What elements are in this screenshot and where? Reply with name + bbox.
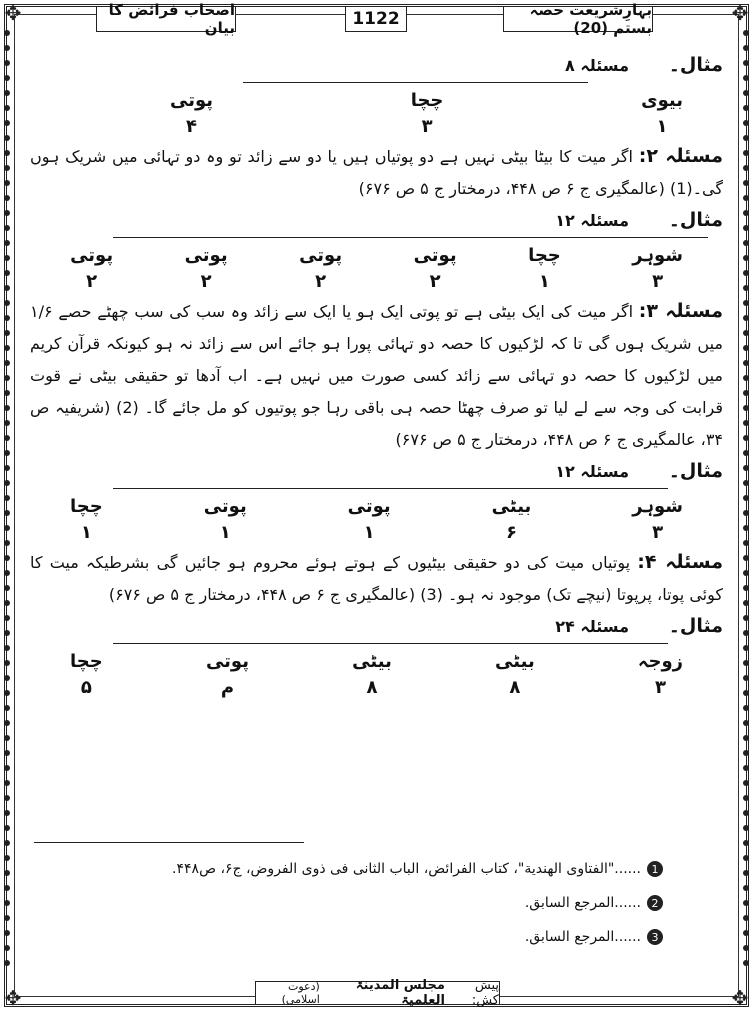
- bead: [743, 465, 749, 471]
- bead: [743, 150, 749, 156]
- bead: [743, 795, 749, 801]
- bead: [4, 90, 10, 96]
- bead: [4, 855, 10, 861]
- bead: [743, 930, 749, 936]
- bead: [4, 960, 10, 966]
- masala-paragraph: [30, 140, 723, 205]
- heir-share: ۵: [80, 677, 92, 698]
- heir-name: بیوی: [641, 90, 683, 111]
- left-bead-border: [3, 30, 11, 980]
- heir-name: شوہر: [632, 245, 683, 266]
- heir-column: [206, 649, 249, 701]
- bead: [743, 345, 749, 351]
- footnote-number: 3: [647, 929, 663, 945]
- heir-share: ۳: [421, 116, 433, 137]
- heir-share: ۱: [538, 271, 550, 292]
- heir-column: [492, 494, 532, 546]
- bead: [4, 720, 10, 726]
- bead: [4, 735, 10, 741]
- heir-name: پوتی: [205, 651, 249, 672]
- bead: [4, 240, 10, 246]
- bead: [743, 510, 749, 516]
- bead: [4, 675, 10, 681]
- bead: [4, 810, 10, 816]
- bead: [743, 495, 749, 501]
- bead: [4, 630, 10, 636]
- bead: [4, 75, 10, 81]
- bead: [4, 600, 10, 606]
- corner-ornament-icon: ✥: [731, 1, 749, 25]
- bead: [743, 45, 749, 51]
- corner-ornament-icon: ✥: [4, 986, 22, 1010]
- bead: [743, 945, 749, 951]
- example-heading: [30, 205, 723, 235]
- footnote-text: ......المرجع السابق.: [524, 895, 641, 911]
- bead: [4, 225, 10, 231]
- bead: [4, 930, 10, 936]
- bead: [743, 195, 749, 201]
- bead: [743, 705, 749, 711]
- footer-sub: (دعوت اسلامی): [281, 980, 320, 1006]
- bead: [4, 30, 10, 36]
- bead: [4, 570, 10, 576]
- heir-column: [641, 88, 683, 140]
- footnotes: [40, 852, 663, 954]
- bead: [4, 45, 10, 51]
- example-heading: [30, 456, 723, 486]
- heir-share: ۲: [200, 271, 212, 292]
- heir-column: [70, 494, 103, 546]
- table-rule: [113, 237, 708, 238]
- heir-share: ۱: [363, 522, 375, 543]
- heir-column: [638, 649, 683, 701]
- example-block: [30, 611, 723, 701]
- corner-ornament-icon: ✥: [731, 986, 749, 1010]
- bead: [4, 210, 10, 216]
- bead: [743, 720, 749, 726]
- heir-name: پوتی: [184, 245, 228, 266]
- bead: [743, 825, 749, 831]
- chapter-title: اصحاب فرائض کا بیان: [96, 6, 236, 32]
- heir-column: [632, 243, 683, 295]
- heir-column: [299, 243, 342, 295]
- bead: [4, 645, 10, 651]
- bead: [743, 900, 749, 906]
- heirs-table: [30, 488, 723, 546]
- heir-share: ۱: [219, 522, 231, 543]
- heir-share: ۸: [509, 677, 521, 698]
- masala-base: مسئلہ ۱۲: [555, 461, 629, 481]
- bead: [4, 300, 10, 306]
- bead: [4, 465, 10, 471]
- footnote-separator: [34, 842, 304, 843]
- book-title: بہارِشریعت حصہ بستم (20): [503, 6, 653, 32]
- bead: [4, 405, 10, 411]
- footnote: [40, 886, 663, 920]
- bead: [4, 750, 10, 756]
- bead: [743, 615, 749, 621]
- example-label: مثال۔: [668, 460, 723, 482]
- bead: [4, 870, 10, 876]
- heir-share: ۳: [652, 522, 664, 543]
- bead: [4, 540, 10, 546]
- bead: [4, 165, 10, 171]
- footer-publisher: [255, 978, 500, 1008]
- heir-share: ۲: [429, 271, 441, 292]
- heir-column: [170, 88, 213, 140]
- footer-org: مجلس المدینۃ العلمیۃ: [355, 978, 445, 1008]
- bead: [743, 630, 749, 636]
- bead: [4, 885, 10, 891]
- table-rule: [243, 82, 588, 83]
- bead: [4, 480, 10, 486]
- heirs-table: [30, 643, 723, 701]
- bead: [743, 810, 749, 816]
- bead: [743, 555, 749, 561]
- bead: [743, 405, 749, 411]
- bead: [743, 765, 749, 771]
- bead: [743, 645, 749, 651]
- bead: [743, 600, 749, 606]
- bead: [743, 375, 749, 381]
- footnote: [40, 852, 663, 886]
- bead: [743, 60, 749, 66]
- heir-column: [414, 243, 457, 295]
- heir-name: چچا: [410, 90, 444, 111]
- masala-text: اگر میت کا بیٹا بیٹی نہیں ہے دو پوتیاں ہیں یا دو سے زائد تو وہ دو تہائی میں شریک ہوں گی۔(1) (عالمگیری ج ۶ ص ۴۴۸، درمختار ج ۵ ص ۶۷۶): [30, 147, 723, 198]
- bead: [4, 945, 10, 951]
- bead: [743, 420, 749, 426]
- heir-name: چچا: [70, 651, 103, 672]
- bead: [743, 885, 749, 891]
- bead: [743, 240, 749, 246]
- bead: [743, 300, 749, 306]
- bead: [4, 825, 10, 831]
- heirs-table: [30, 82, 723, 140]
- heir-name: بیٹی: [491, 496, 532, 517]
- masala-base: مسئلہ ۸: [565, 55, 629, 75]
- bead: [4, 270, 10, 276]
- heir-name: پوتی: [70, 245, 114, 266]
- bead: [743, 270, 749, 276]
- bead: [4, 255, 10, 261]
- example-heading: [30, 50, 723, 80]
- bead: [4, 315, 10, 321]
- bead: [4, 420, 10, 426]
- bead: [4, 660, 10, 666]
- footnote-text: ......"الفتاوی الھندیة"، کتاب الفرائض، الباب الثانی فی ذوی الفروض، ج۶، ص۴۴۸.: [172, 861, 641, 877]
- heir-column: [185, 243, 228, 295]
- bead: [743, 285, 749, 291]
- example-block: [30, 456, 723, 546]
- bead: [743, 780, 749, 786]
- bead: [4, 555, 10, 561]
- page-number: 1122: [345, 6, 407, 32]
- heir-column: [495, 649, 535, 701]
- example-label: مثال۔: [668, 54, 723, 76]
- masala-base: مسئلہ ۱۲: [555, 210, 629, 230]
- bead: [4, 345, 10, 351]
- heir-name: پوتی: [413, 245, 457, 266]
- heir-share: ۶: [505, 522, 517, 543]
- bead: [743, 915, 749, 921]
- heir-share: م: [220, 677, 235, 698]
- bead: [743, 360, 749, 366]
- bead: [4, 915, 10, 921]
- heir-column: [70, 243, 113, 295]
- bead: [743, 255, 749, 261]
- bead: [743, 870, 749, 876]
- bead: [4, 195, 10, 201]
- bead: [4, 840, 10, 846]
- bead: [743, 660, 749, 666]
- bead: [4, 105, 10, 111]
- bead: [743, 750, 749, 756]
- footnote-number: 1: [647, 861, 663, 877]
- heir-name: بیٹی: [495, 651, 535, 672]
- table-rule: [113, 488, 668, 489]
- heir-name: پوتی: [299, 245, 343, 266]
- example-block: [30, 50, 723, 140]
- heir-name: شوہر: [632, 496, 683, 517]
- example-block: [30, 205, 723, 295]
- bead: [4, 450, 10, 456]
- bead: [743, 165, 749, 171]
- bead: [4, 525, 10, 531]
- footer-presenter: پیش کش:: [471, 978, 499, 1008]
- corner-ornament-icon: ✥: [4, 1, 22, 25]
- heir-name: پوتی: [203, 496, 247, 517]
- right-bead-border: [742, 30, 750, 980]
- heir-share: ۲: [86, 271, 98, 292]
- bead: [743, 450, 749, 456]
- table-rule: [113, 643, 668, 644]
- masala-paragraph: [30, 295, 723, 456]
- bead: [4, 495, 10, 501]
- heir-column: [348, 494, 391, 546]
- bead: [743, 390, 749, 396]
- bead: [4, 150, 10, 156]
- bead: [743, 735, 749, 741]
- example-heading: [30, 611, 723, 641]
- example-label: مثال۔: [668, 209, 723, 231]
- bead: [743, 180, 749, 186]
- bead: [4, 615, 10, 621]
- bead: [743, 855, 749, 861]
- bead: [4, 60, 10, 66]
- heir-share: ۴: [186, 116, 197, 137]
- footnote: [40, 920, 663, 954]
- bead: [743, 120, 749, 126]
- bead: [4, 135, 10, 141]
- bead: [743, 315, 749, 321]
- footnote-text: ......المرجع السابق.: [524, 929, 641, 945]
- bead: [4, 510, 10, 516]
- heir-name: پوتی: [170, 90, 214, 111]
- heir-share: ۸: [366, 677, 378, 698]
- heir-share: ۳: [654, 677, 666, 698]
- bead: [4, 795, 10, 801]
- heir-share: ۳: [652, 271, 664, 292]
- heir-name: بیٹی: [352, 651, 392, 672]
- bead: [4, 585, 10, 591]
- footnote-number: 2: [647, 895, 663, 911]
- bead: [743, 225, 749, 231]
- bead: [743, 90, 749, 96]
- bead: [743, 135, 749, 141]
- bead: [743, 75, 749, 81]
- bead: [743, 330, 749, 336]
- bead: [4, 780, 10, 786]
- bead: [4, 360, 10, 366]
- bead: [743, 585, 749, 591]
- bead: [743, 435, 749, 441]
- masala-text: پوتیاں میت کی دو حقیقی بیٹیوں کے ہوتے ہوئے محروم ہو جائیں گی بشرطیکہ میت کا کوئی پوتا، پرپوتا (نیچے تک) موجود نہ ہو۔ (3) (عالمگیری ج ۶ ص ۴۴۸، درمختار ج ۵ ص ۶۷۶): [30, 553, 723, 604]
- bead: [743, 30, 749, 36]
- example-label: مثال۔: [668, 615, 723, 637]
- bead: [743, 105, 749, 111]
- heir-share: ۱: [80, 522, 92, 543]
- masala-number: مسئلہ ۲:: [638, 145, 723, 167]
- bead: [4, 765, 10, 771]
- masala-number: مسئلہ ۳:: [638, 300, 724, 322]
- bead: [743, 570, 749, 576]
- masala-base: مسئلہ ۲۴: [555, 616, 629, 636]
- heirs-table: [30, 237, 723, 295]
- bead: [4, 120, 10, 126]
- heir-share: ۲: [315, 271, 327, 292]
- bead: [743, 525, 749, 531]
- bead: [4, 390, 10, 396]
- heir-column: [352, 649, 392, 701]
- bead: [743, 675, 749, 681]
- heir-column: [204, 494, 247, 546]
- masala-text: اگر میت کی ایک بیٹی ہے تو پوتی ایک ہو یا ایک سے زائد وہ سب کی سب چھٹے حصے ۱/۶ میں شریک ہوں گی تا کہ لڑکیوں کا حصہ دو تہائی پورا ہو جائے اس سے زائد نہ ہو کیونکہ قرآن کریم میں لڑکیوں کا حصہ دو تہائی سے زائد کسی صورت میں نہیں ہے۔ اب آدھا تو حقیقی بیٹی نے قوت قرابت کی وجہ سے لے لیا تو صرف چھٹا حصہ ہی باقی رہا جو پوتیوں کو مل جائے گا۔ (2) (شریفیہ ص ۳۴، عالمگیری ج ۶ ص ۴۴۸، درمختار ج ۵ ص ۶۷۶): [30, 302, 724, 449]
- heir-column: [632, 494, 683, 546]
- bead: [4, 690, 10, 696]
- bead: [4, 330, 10, 336]
- masala-number: مسئلہ ۴:: [637, 551, 724, 573]
- page-content: [30, 50, 723, 701]
- bead: [4, 285, 10, 291]
- bead: [4, 435, 10, 441]
- bead: [743, 690, 749, 696]
- heir-name: زوجہ: [637, 651, 683, 672]
- bead: [4, 180, 10, 186]
- bead: [4, 375, 10, 381]
- heir-column: [528, 243, 561, 295]
- bead: [743, 480, 749, 486]
- heir-name: چچا: [528, 245, 561, 266]
- bead: [743, 840, 749, 846]
- bead: [4, 900, 10, 906]
- bead: [743, 960, 749, 966]
- bead: [4, 705, 10, 711]
- heir-share: ۱: [656, 116, 668, 137]
- heir-name: چچا: [70, 496, 103, 517]
- heir-column: [411, 88, 444, 140]
- heir-name: پوتی: [347, 496, 391, 517]
- masala-paragraph: [30, 546, 723, 611]
- bead: [743, 210, 749, 216]
- heir-column: [70, 649, 103, 701]
- bead: [743, 540, 749, 546]
